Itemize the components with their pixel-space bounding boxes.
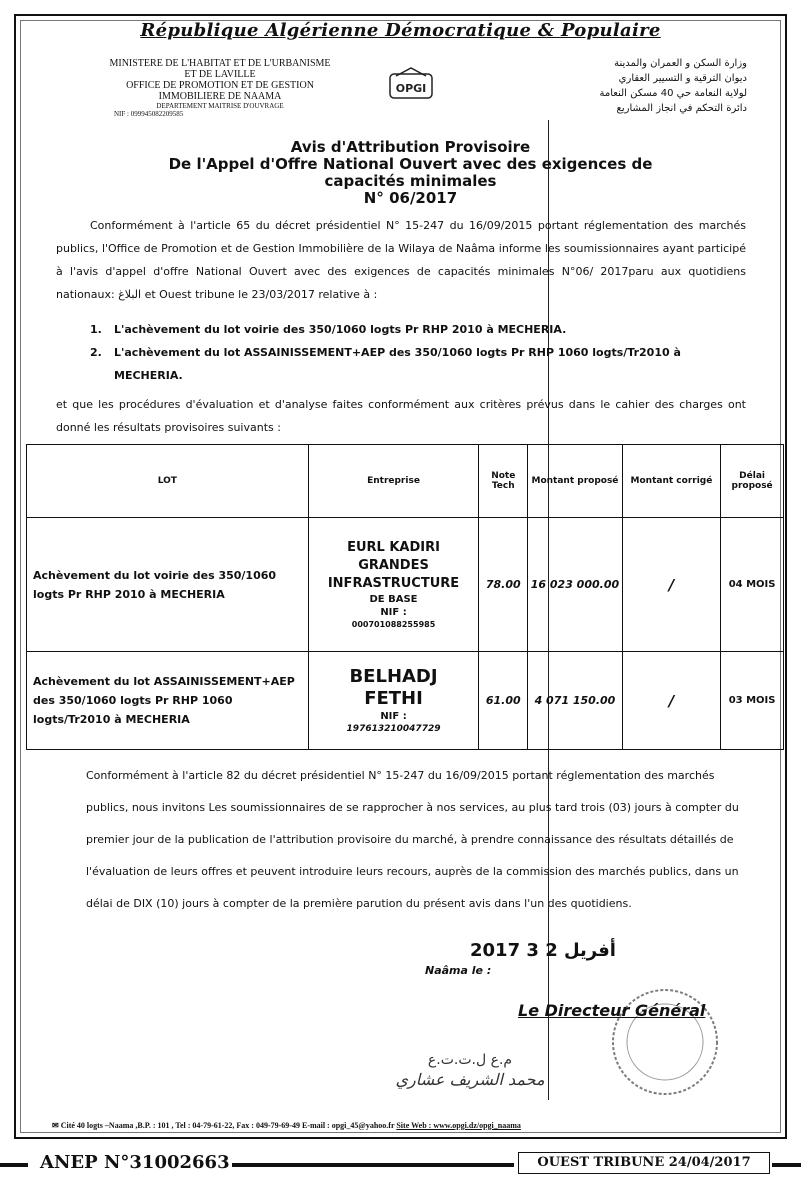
divider [232,1163,514,1167]
cell-entreprise: BELHADJ FETHI NIF : 197613210047729 [308,652,479,750]
place-date-label: Naâma le : [425,964,492,977]
table-row [27,518,784,652]
director-title: Le Directeur Général [518,1001,706,1020]
cell-note: 78.00 [479,518,528,652]
footer-contact: ✉ Cité 40 logts –Naama ,B.P. : 101 , Tel : 04-79-61-22, Fax : 049-79-69-49 E-mail : opgi_45@yahoo.fr Site Web : www.opgi.dz/opgi_naama [52,1121,521,1130]
cell-montant: 16 023 000.00 [528,518,623,652]
intro-paragraph: Conformément à l'article 65 du décret présidentiel N° 15-247 du 16/09/2015 portant réglementation des marchés publics, l'Office de Promotion et de Gestion Immobilière de la Wilaya de Naâma informe les soumissionnaires ayant participé à l'avis d'appel d'offre National Ouvert avec des exigences de capacités minimales N°06/ 2017paru aux quotidiens nationaux: البلاغ et Ouest tribune le 23/03/2017 relative à : [56,219,746,301]
cell-lot: Achèvement du lot voirie des 350/1060 logts Pr RHP 2010 à MECHERIA [27,518,309,652]
lot-list [90,318,740,387]
handwritten-date: 2017 أفريل 2 3 [470,940,616,961]
closing-paragraph: Conformément à l'article 82 du décret présidentiel N° 15-247 du 16/09/2015 portant réglementation des marchés publics, nous invitons Les soumissionnaires de se rapprocher à nos services, au plus tard trois (03) jours à compter du premier jour de la publication de l'attribution provisoire du marché, à prendre connaissance des résultats détaillés de l'évaluation de leurs offres et peuvent introduire leurs recours, auprès de la commission des marchés publics, dans un délai de DIX (10) jours à compter de la première parution du présent avis dans l'un des quotidiens. [86,769,739,910]
header-corrige: Montant corrigé [622,445,720,518]
header-lot: LOT [27,445,309,518]
envelope-icon: ✉ [52,1121,59,1130]
signature: م.ع ل.ت.ت.ع محمد الشريف عشاري [395,1052,545,1089]
results-table [26,444,784,750]
ministry-header: MINISTERE DE L'HABITAT ET DE L'URBANISME ET DE LAVILLE OFFICE DE PROMOTION ET DE GESTION IMMOBILIERE DE NAAMA DEPARTEMENT MAITRISE D'OUVRAGE NIF : 099945082209585 [109,58,331,118]
republic-heading: République Algérienne Démocratique & Populaire [140,20,661,41]
header-entreprise: Entreprise [308,445,479,518]
list-item: 1. L'achèvement du lot voirie des 350/1060 logts Pr RHP 2010 à MECHERIA. [90,323,567,336]
header-note: Note Tech [479,445,528,518]
table-row [27,652,784,750]
header-delai: Délai proposé [721,445,784,518]
newspaper-reference: OUEST TRIBUNE 24/04/2017 [518,1152,770,1174]
divider [0,1163,28,1167]
official-stamp [570,980,740,1100]
opgi-logo [382,66,440,104]
procedures-paragraph: et que les procédures d'évaluation et d'analyse faites conformément aux critères prévus dans le cahier des charges ont donné les résultats provisoires suivants : [56,398,746,434]
cell-entreprise: EURL KADIRI GRANDES INFRASTRUCTURE DE BASE NIF : 000701088255985 [308,518,479,652]
divider [772,1163,801,1167]
anep-reference: ANEP N°31002663 [40,1152,230,1173]
cell-delai: 04 MOIS [721,518,784,652]
list-item: 2. L'achèvement du lot ASSAINISSEMENT+AEP des 350/1060 logts Pr RHP 1060 logts/Tr2010 à MECHERIA. [90,346,681,382]
cell-delai: 03 MOIS [721,652,784,750]
cell-lot: Achèvement du lot ASSAINISSEMENT+AEP des 350/1060 logts Pr RHP 1060 logts/Tr2010 à MECHERIA [27,652,309,750]
header-montant: Montant proposé [528,445,623,518]
cell-note: 61.00 [479,652,528,750]
cell-corrige: / [622,518,720,652]
notice-title: Avis d'Attribution Provisoire De l'Appel d'Offre National Ouvert avec des exigences de capacités minimales N° 06/2017 [168,138,653,207]
arabic-header: وزارة السكن و العمران والمدينة ديوان الترقية و التسيير العقاري لولاية النعامة حي 40 مسكن النعامة دائرة التحكم في انجاز المشاريع [599,58,747,114]
cell-corrige: / [622,652,720,750]
cell-montant: 4 071 150.00 [528,652,623,750]
svg-text:OPGI: OPGI [395,82,427,95]
table-header-row [27,445,784,518]
